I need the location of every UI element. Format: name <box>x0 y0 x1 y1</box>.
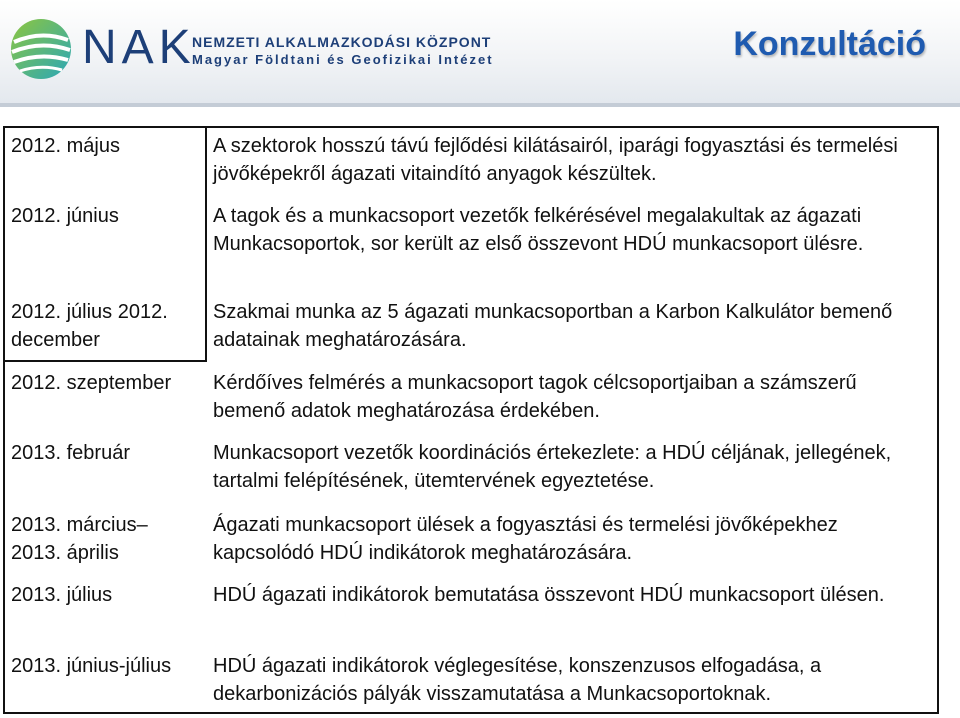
timeline-description: Kérdőíves felmérés a munkacsoport tagok célcsoportjaiban a számszerű bemenő adatok meghatározása érdekében. <box>213 372 857 422</box>
timeline-table <box>3 126 939 714</box>
timeline-description: A szektorok hosszú távú fejlődési kilátásairól, iparági fogyasztási és termelési jövőképekről ágazati vitaindító anyagok készültek. <box>213 135 898 185</box>
timeline-description: HDÚ ágazati indikátorok bemutatása összevont HDÚ munkacsoport ülésen. <box>213 584 885 606</box>
timeline-description: Munkacsoport vezetők koordinációs értekezlete: a HDÚ céljának, jellegének, tartalmi felépítésének, ütemtervének egyeztetése. <box>213 442 892 492</box>
timeline-description: HDÚ ágazati indikátorok véglegesítése, konszenzusos elfogadása, a dekarbonizációs pályák visszamutatása a Munkacsoportoknak. <box>213 655 822 705</box>
organization-subtitle: Magyar Földtani és Geofizikai Intézet <box>192 52 494 67</box>
header-divider <box>0 103 960 107</box>
timeline-date: 2012. június <box>11 205 119 227</box>
slide-title: Konzultáció <box>733 25 926 63</box>
timeline-description: A tagok és a munkacsoport vezetők felkérésével megalakultak az ágazati Munkacsoportok, sor került az első összevont HDÚ munkacsoport ülésre. <box>213 205 864 255</box>
timeline-date: 2012. szeptember <box>11 372 172 394</box>
slide-header <box>0 0 960 104</box>
timeline-date: 2013. március– 2013. április <box>11 514 148 564</box>
timeline-description: Szakmai munka az 5 ágazati munkacsoportban a Karbon Kalkulátor bemenő adatainak meghatározására. <box>213 301 893 351</box>
logo-wordmark: NAK <box>82 21 196 74</box>
timeline-date: 2012. július 2012. december <box>11 301 168 351</box>
organization-name: NEMZETI ALKALMAZKODÁSI KÖZPONT <box>192 34 492 50</box>
timeline-description: Ágazati munkacsoport ülések a fogyasztási és termelési jövőképekhez kapcsolódó HDÚ indikátorok meghatározására. <box>213 514 838 564</box>
timeline-date: 2012. május <box>11 135 120 157</box>
timeline-date: 2013. július <box>11 584 113 606</box>
timeline-date: 2013. február <box>11 442 130 464</box>
timeline-date: 2013. június-július <box>11 655 172 677</box>
nak-globe-logo-icon <box>8 16 74 82</box>
